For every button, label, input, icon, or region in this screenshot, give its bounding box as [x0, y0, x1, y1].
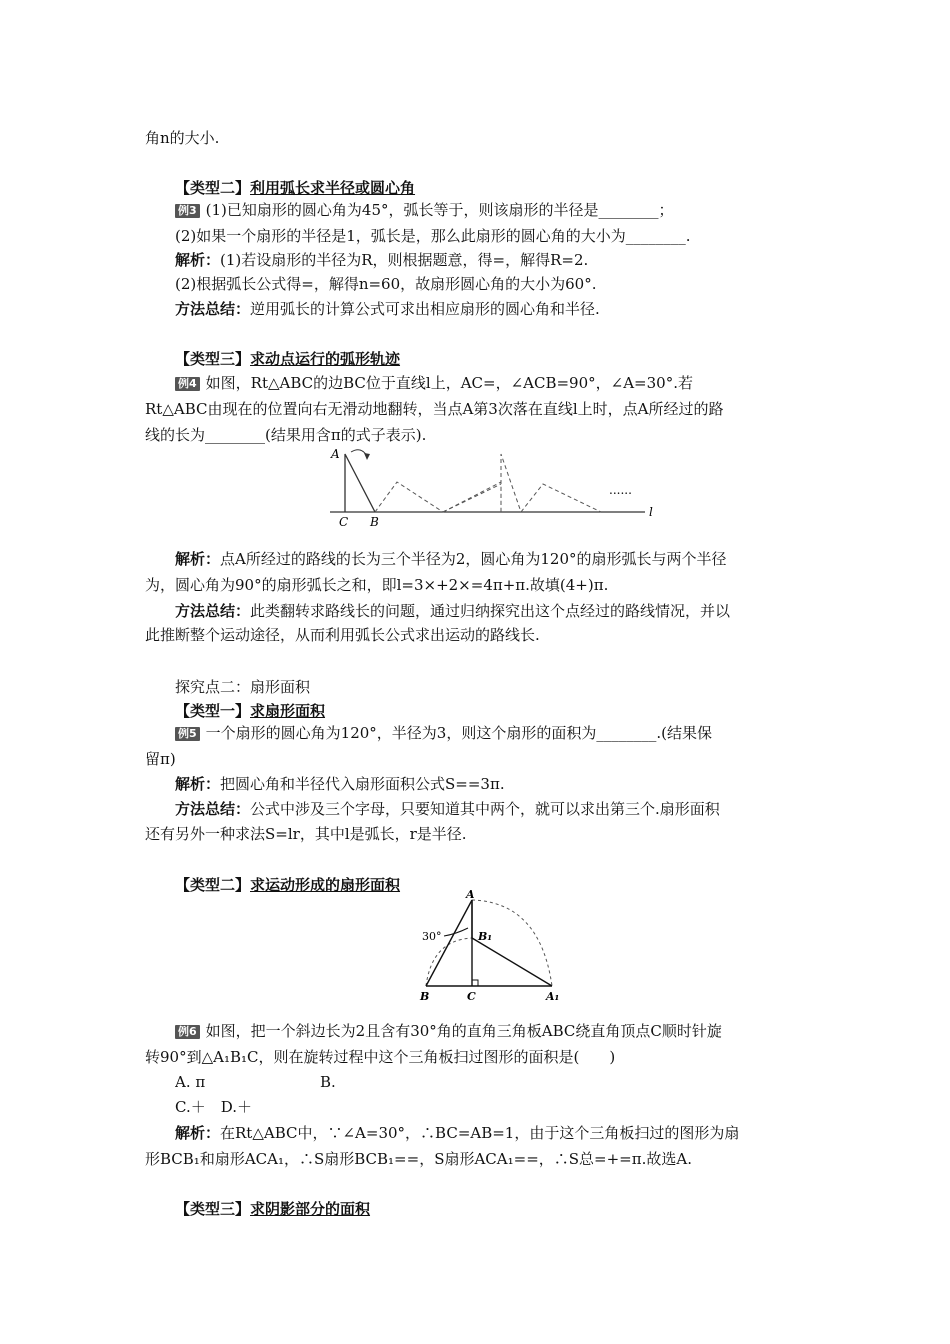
type-title: 求动点运行的弧形轨迹	[250, 350, 401, 368]
fig1-dots: ......	[609, 483, 632, 497]
analysis-text: 形BCB₁和扇形ACA₁，∴S扇形BCB₁==，S扇形ACA₁==，∴S总=+=π.故选A.	[145, 1150, 692, 1168]
example-tag: 例4	[175, 377, 200, 391]
question-text: (2)如果一个扇形的半径是1，弧长是，那么此扇形的圆心角的大小为________.	[175, 227, 691, 245]
section-heading	[175, 700, 845, 722]
fig2-label-angle: 30°	[422, 930, 442, 943]
analysis-line	[175, 548, 845, 570]
method-label: 方法总结：	[175, 300, 251, 318]
section-heading	[175, 348, 845, 370]
fig2-label-b: B	[420, 990, 430, 1003]
type-bracket: 【类型二】	[175, 179, 251, 197]
triangle-abc	[345, 454, 375, 512]
option-a: A. π	[175, 1073, 206, 1091]
example-tag: 例6	[175, 1025, 200, 1039]
fig1-label-a: A	[331, 447, 340, 461]
dashed-path-4	[501, 454, 521, 512]
question-text: 一个扇形的圆心角为120°，半径为3，则这个扇形的面积为________.(结果保	[205, 724, 712, 742]
example-question	[175, 1020, 845, 1042]
option-b: B.	[320, 1073, 336, 1091]
type-bracket: 【类型三】	[175, 1200, 251, 1218]
point-title: 探究点二：扇形面积	[175, 678, 311, 696]
question-text: 线的长为________(结果用含π的式子表示).	[145, 426, 427, 444]
option-c-d: C.＋ D.＋	[175, 1098, 252, 1116]
type-title: 利用弧长求半径或圆心角	[250, 179, 416, 197]
analysis-label: 解析：	[175, 251, 221, 269]
fig2-label-a1: A₁	[546, 990, 560, 1003]
analysis-line	[175, 249, 845, 271]
right-angle-mark	[472, 980, 478, 986]
example-tag: 例5	[175, 727, 200, 741]
type-title: 求扇形面积	[250, 702, 326, 720]
method-line	[175, 798, 845, 820]
fig1-label-c: C	[339, 515, 349, 529]
analysis-line	[175, 773, 845, 795]
dashed-path-1	[375, 482, 443, 512]
method-label: 方法总结：	[175, 800, 251, 818]
method-text: 此类翻转求路线长的问题，通过归纳探究出这个点经过的路线情况，并以	[250, 602, 731, 620]
type-bracket: 【类型二】	[175, 876, 251, 894]
analysis-text: (2)根据弧长公式得=，解得n=60，故扇形圆心角的大小为60°.	[175, 275, 597, 293]
question-text: (1)已知扇形的圆心角为45°，弧长等于，则该扇形的半径是________；	[205, 201, 674, 219]
type-title: 求阴影部分的面积	[250, 1200, 371, 1218]
dashed-path-3	[443, 484, 501, 512]
method-line	[175, 600, 845, 622]
arc-bcb1	[426, 938, 472, 986]
analysis-text: 把圆心角和半径代入扇形面积公式S==3π.	[220, 775, 505, 793]
text-line: 角n的大小.	[145, 129, 220, 147]
option-line	[175, 1071, 845, 1093]
section-heading	[175, 177, 845, 199]
question-text: 如图，Rt△ABC的边BC位于直线l上，AC=，∠ACB=90°，∠A=30°.若	[205, 374, 693, 392]
question-text: 转90°到△A₁B₁C，则在旋转过程中这个三角板扫过图形的面积是( )	[145, 1048, 616, 1066]
example-tag: 例3	[175, 204, 200, 218]
fig2-label-a: A	[466, 890, 475, 901]
example-question	[175, 199, 845, 221]
fig1-label-l: l	[649, 505, 653, 519]
segment-ba	[426, 900, 472, 986]
example-question	[175, 722, 845, 744]
analysis-line	[175, 1122, 845, 1144]
type-title: 求运动形成的扇形面积	[250, 876, 401, 894]
arrowhead	[364, 453, 370, 460]
dashed-path-5	[521, 484, 601, 512]
analysis-text: 点A所经过的路线的长为三个半径为2，圆心角为120°的扇形弧长与两个半径	[220, 550, 727, 568]
rotation-arrow	[351, 450, 367, 456]
method-label: 方法总结：	[175, 602, 251, 620]
type-bracket: 【类型一】	[175, 702, 251, 720]
method-text: 此推断整个运动途径，从而利用弧长公式求出运动的路线长.	[145, 626, 540, 644]
analysis-label: 解析：	[175, 550, 221, 568]
method-text: 逆用弧长的计算公式可求出相应扇形的圆心角和半径.	[250, 300, 600, 318]
fig2-label-c: C	[467, 990, 476, 1003]
analysis-label: 解析：	[175, 1124, 221, 1142]
section-heading	[175, 1198, 845, 1220]
analysis-text: (1)若设扇形的半径为R，则根据题意，得=，解得R=2.	[220, 251, 589, 269]
rolling-triangle-figure	[325, 446, 665, 530]
example-question	[175, 372, 845, 394]
fig1-label-b: B	[370, 515, 379, 529]
segment-b1a1	[472, 938, 552, 986]
question-text: 留π)	[145, 750, 176, 768]
method-text: 还有另外一种求法S=lr，其中l是弧长，r是半径.	[145, 825, 467, 843]
arc-aca1	[472, 900, 552, 986]
analysis-text: 在Rt△ABC中，∵∠A=30°，∴BC=AB=1，由于这个三角板扫过的图形为扇	[220, 1124, 740, 1142]
analysis-text: 为，圆心角为90°的扇形弧长之和，即l=3×+2×=4π+π.故填(4+)π.	[145, 576, 609, 594]
method-line	[175, 298, 845, 320]
fig2-label-b1: B₁	[478, 930, 493, 943]
type-bracket: 【类型三】	[175, 350, 251, 368]
question-text: 如图，把一个斜边长为2且含有30°角的直角三角板ABC绕直角顶点C顺时针旋	[205, 1022, 722, 1040]
question-text: Rt△ABC由现在的位置向右无滑动地翻转，当点A第3次落在直线l上时，点A所经过的路	[145, 400, 724, 418]
rotation-figure	[410, 890, 580, 1004]
analysis-label: 解析：	[175, 775, 221, 793]
method-text: 公式中涉及三个字母，只要知道其中两个，就可以求出第三个.扇形面积	[250, 800, 720, 818]
